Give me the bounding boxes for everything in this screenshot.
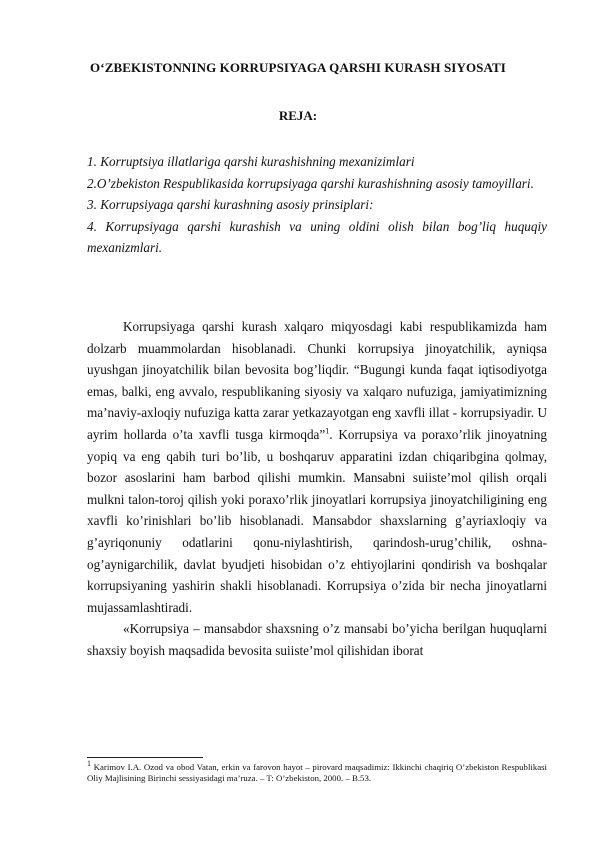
paragraph-1-continuation: . Korrupsiya va poraxo’rlik jinoyatning yopiq va eng qabih turi bo’lib, u boshqaruv apparatini izdan chiqaribgina qolmay, bozor asoslarini ham barbod qilishi mumkin. Mansabni suiiste’mol qilish orqali mulkni talon-toroj qilish yoki poraxo’rlik jinoyatlari korrupsiya jinoyatchiligining eng xavfli ko’rinishlari bo’lib hisoblanadi. Mansabdor shaxslarning g’ayriaxloqiy va g’ayriqonuniy odatlarini qonu-niylashtirish, qarindosh-urug’chilik, oshna-og’aynigarchilik, davlat byudjeti hisobidan o’z ehtiyojlarini qondirish va boshqalar korrupsiyaning yashirin shakli hisoblanadi. Korrupsiya o’zida bir necha jinoyatlarni mujassamlashtiradi.: [87, 426, 547, 615]
plan-item: 4. Korrupsiyaga qarshi kurashish va uning oldini olish bilan bog’liq huquqiy mexanizmlari.: [87, 218, 547, 255]
footnote: [87, 759, 548, 784]
plan-list: [87, 151, 547, 259]
body-text: [87, 316, 547, 662]
footnote-reference[interactable]: 1: [325, 426, 330, 436]
document-title: O‘ZBEKISTONNING KORRUPSIYAGA QARSHI KURASH SIYOSATI: [90, 60, 506, 75]
paragraph-2: «Korrupsiya – mansabdor shaxsning o’z mansabi bo’yicha berilgan huquqlarni shaxsiy boyish maqsadida bevosita suiiste’mol qilishidan iborat: [87, 621, 547, 658]
paragraph-1: [87, 316, 547, 618]
plan-item: 3. Korrupsiyaga qarshi kurashning asosiy prinsiplari:: [87, 197, 374, 212]
paragraph-1-text: Korrupsiyaga qarshi kurash xalqaro miqyosdagi kabi respublikamizda ham dolzarb muammolardan hisoblanadi. Chunki korrupsiya jinoyatchilik, ayniqsa uyushgan jinoyatchilik bilan bevosita bog’liqdir. “Bugungi kunda faqat iqtisodiyotga emas, balki, eng avvalo, respublikaning siyosiy va xalqaro nufuziga, jamiyatimizning ma’naviy-axloqiy nufuziga katta zarar yetkazayotgan eng xavfli illat - korrupsiyadir. U ayrim hollarda o’ta xavfli tusga kirmoqda”: [87, 319, 547, 442]
footnote-marker: 1: [87, 759, 91, 769]
footnote-text: Karimov I.A. Ozod va obod Vatan, erkin va farovon hayot – pirovard maqsadimiz: Ikkinchi chaqiriq O’zbekiston Respublikasi Oliy Majlisining Birinchi sessiyasidagi ma’ruza. – T: O’zbekiston, 2000. – B.53.: [87, 762, 548, 783]
plan-heading: REJA:: [278, 108, 318, 123]
plan-item: 2.O’zbekiston Respublikasida korrupsiyaga qarshi kurashishning asosiy tamoyillari.: [87, 175, 534, 191]
footnote-divider: [87, 757, 203, 758]
plan-item: 1. Korruptsiya illatlariga qarshi kurashishning mexanizimlari: [87, 154, 415, 169]
